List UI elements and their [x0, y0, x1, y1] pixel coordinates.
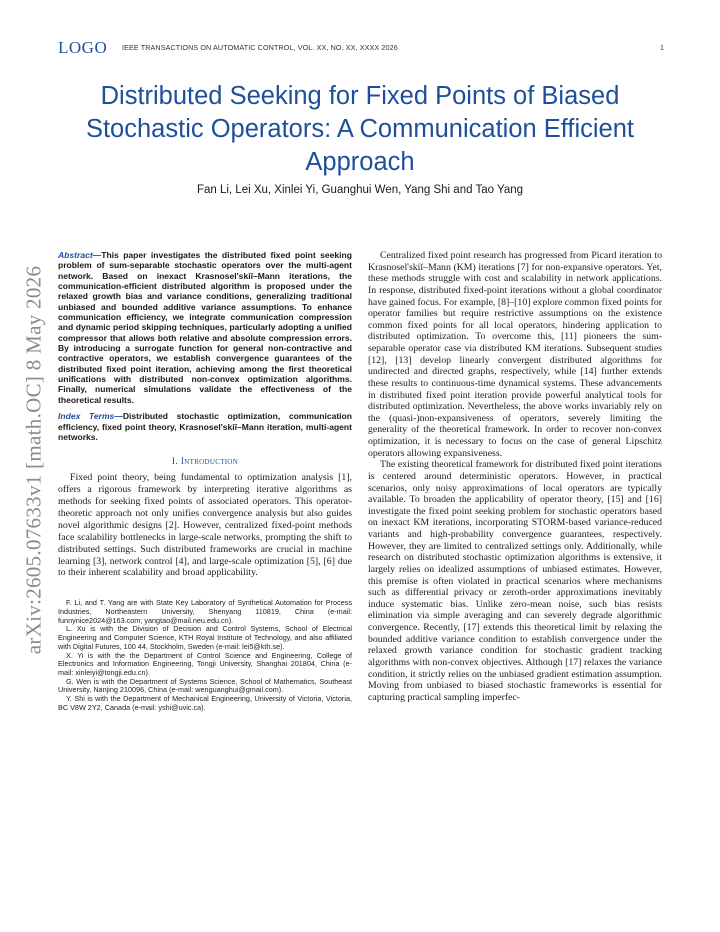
- page-header: [58, 38, 664, 56]
- intro-paragraph: Fixed point theory, being fundamental to optimization analysis [1], offers a rigorous framework by interpreting iterative algorithms as methods for seeking fixed points of associated operators. This operator-theoretic approach not only unifies convergence analysis but also guides novel algorithmic designs [2]. However, centralized fixed-point methods face scalability bottlenecks in large-scale networks, prompting the shift to distributed settings. Such distributed frameworks are crucial in machine learning [3], network control [4], and large-scale optimization [5], [6] due to their inherent scalability and broad applicability.: [58, 472, 352, 579]
- intro-right-text: [368, 250, 662, 703]
- intro-left-text: [58, 472, 352, 579]
- arxiv-stamp: [22, 249, 46, 671]
- paper-title: Distributed Seeking for Fixed Points of Biased Stochastic Operators: A Communication Efficient Approach: [85, 82, 635, 176]
- footnote: G. Wen is with the Department of Systems Science, School of Mathematics, Southeast University, Nanjing 210096, China (e-mail: wenguanghui@gmail.com).: [58, 676, 352, 695]
- intro-paragraph: The existing theoretical framework for distributed fixed point iterations is centered around deterministic operators. However, in practical scenarios, only noisy approximations of local operators are typically available. To broaden the applicability of operator theory, [15] and [16] investigate the fixed point seeking problem for stochastic operators based on inexact KM iterations, incorporating STORM-based variance-reduced variants and high-probability convergence guarantees, respectively. However, they are limited to centralized settings only. Additionally, while research on distributed stochastic optimization algorithms is extensive, it largely relies on idealized assumptions of unbiased estimates. However, this premise is often violated in practical scenarios where mechanisms such as differential privacy or zeroth-order approximations inevitably induce systematic bias. Unlike zero-mean noise, such bias resists elimination via simple averaging and can severely degrade algorithmic convergence. Recently, [17] extends this theoretical limit by relaxing the bounded additive variance condition to establish convergence under the relaxed growth variance condition for stochastic gradient tracking algorithms with non-convex objectives. Although [17] relaxes the variance condition, it strictly relies on the unbiased gradient estimation assumption. Moving from unbiased to biased stochastic frameworks is essential for capturing practical sampling imperfec-: [368, 459, 662, 703]
- left-column: [58, 250, 352, 712]
- footnote: F. Li, and T. Yang are with State Key Laboratory of Synthetical Automation for Process Industries, Northeastern University, Shenyang 110819, China (e-mail: funnynice2024@163.com; yangtao@mail.neu.edu.cn).: [58, 598, 352, 625]
- abstract: [58, 250, 352, 405]
- author-footnotes: [58, 599, 352, 712]
- footnote: L. Xu is with the Division of Decision and Control Systems, School of Electrical Engineering and Computer Science, KTH Royal Institute of Technology, and also affiliated with Digital Futures, 100 44, Stockholm, Sweden (e-mail: lei5@kth.se).: [58, 624, 352, 651]
- arxiv-stamp-text: arXiv:2605.07633v1 [math.OC] 8 May 2026: [21, 265, 46, 655]
- abstract-label: Abstract—: [58, 250, 102, 260]
- index-terms: [58, 411, 352, 442]
- right-column: [368, 250, 662, 703]
- page-number: 1: [660, 43, 664, 52]
- paper-authors: Fan Li, Lei Xu, Xinlei Yi, Guanghui Wen, Yang Shi and Tao Yang: [196, 184, 524, 196]
- section-heading: [58, 456, 352, 467]
- abstract-text: This paper investigates the distributed fixed point seeking problem of sum-separable stochastic operators over the multi-agent network. Based on inexact Krasnosel'skiĭ–Mann iterations, the communication-efficient distributed algorithm is proposed under the relaxed growth bias and variance conditions, generalizing traditional unbiased and bounded additive variance assumptions. To enhance communication efficiency, we integrate communication compression and dynamic period skipping techniques, particularly adopting a unified compressor that allows both relative and absolute compression errors. By introducing a surrogate function for general non-contractive and contractive operators, we establish convergence guarantees of the distributed fixed point iteration, achieving among the first theoretical unifications with distributed non-convex optimization algorithms. Finally, numerical simulations validate the effectiveness of the theoretical results.: [58, 250, 352, 405]
- index-terms-label: Index Terms—: [58, 411, 123, 422]
- section-number: I.: [171, 456, 179, 468]
- intro-paragraph: Centralized fixed point research has progressed from Picard iteration to Krasnosel'skiĭ–Mann (KM) iterations [7] for non-expansive operators. Yet, these methods struggle with cost and scalability in network applications. In response, distributed fixed-point iterations without a global coordinator have gained focus. For example, [8]–[10] explore common fixed points for operator families but require restrictive assumptions on the existence common fixed points for all local operators, hindering application to distributed optimization. To overcome this, [11] pioneers the sum-separable operator case via distributed KM iterations. Subsequent studies [12], [13] develop linearly convergent distributed algorithms for undirected and directed graphs, respectively, while [14] further extends these results to continuous-time dynamical systems. These advancements in distributed fixed point iteration provide powerful analytical tools for distributed optimization. Nevertheless, the above works invariably rely on the (quasi-)non-expansiveness of operators, severely limiting the generality of the theoretical framework. In order to recover non-convex optimization, it is necessary to focus on the case of general Lipschitz operators allowing expansiveness.: [368, 250, 662, 459]
- footnote: X. Yi is with the the Department of Control Science and Engineering, College of Electronics and Information Engineering, Tongji University, Shanghai 201804, China (e-mail: xinleiyi@tongji.edu.cn).: [58, 650, 352, 677]
- section-title: Introduction: [180, 456, 239, 468]
- footnote: Y. Shi is with the Department of Mechanical Engineering, University of Victoria, Victoria, BC V8W 2Y2, Canada (e-mail: yshi@uvic.ca).: [58, 694, 352, 712]
- journal-logo: LOGO: [58, 38, 108, 57]
- journal-name: IEEE TRANSACTIONS ON AUTOMATIC CONTROL, VOL. XX, NO. XX, XXXX 2026: [122, 43, 398, 52]
- index-terms-text: Distributed stochastic optimization, communication efficiency, fixed point theory, Krasnosel'skiĭ–Mann iteration, multi-agent networks.: [58, 411, 352, 442]
